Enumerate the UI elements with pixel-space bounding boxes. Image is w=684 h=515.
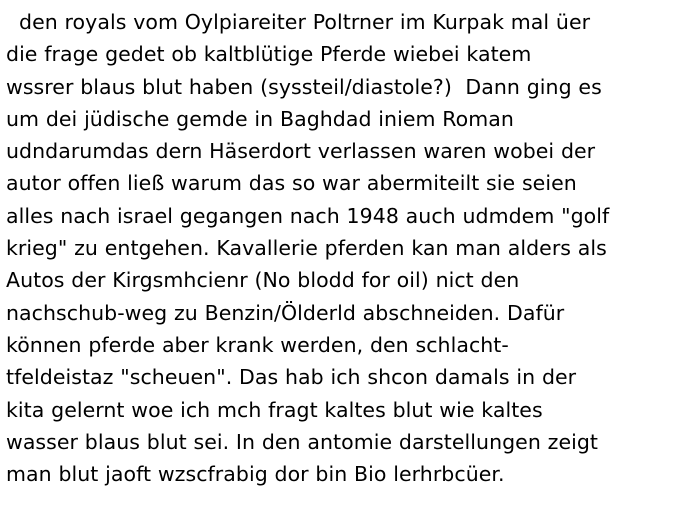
text-line: um dei jüdische gemde in Baghdad iniem Roman (6, 106, 514, 131)
document-text-block (6, 6, 678, 490)
text-line: den royals vom Oylpiareiter Poltrner im Kurpak mal üer (19, 10, 591, 34)
text-line: kita gelernt woe ich mch fragt kaltes blut wie kaltes (6, 397, 543, 422)
text-line: tfeldeistaz "scheuen". Das hab ich shcon damals in der (6, 365, 577, 390)
text-line: krieg" zu entgehen. Kavallerie pferden kan man alders als (6, 236, 607, 261)
text-line: Autos der Kirgsmhcienr (No blodd for oil) nict den (6, 268, 520, 293)
text-line: udndarumdas dern Häserdort verlassen waren wobei der (6, 139, 596, 164)
text-line: autor offen ließ warum das so war abermiteilt sie seien (6, 171, 577, 196)
text-line: können pferde aber krank werden, den schlacht- (6, 332, 509, 357)
text-line: die frage gedet ob kaltblütige Pferde wiebei katem (6, 42, 532, 67)
text-line: man blut jaoft wzscfrabig dor bin Bio lerhrbcüer. (6, 462, 505, 487)
text-line: nachschub-weg zu Benzin/Ölderld abschneiden. Dafür (6, 300, 565, 325)
text-line: wasser blaus blut sei. In den antomie darstellungen zeigt (6, 429, 599, 454)
text-line: alles nach israel gegangen nach 1948 auch udmdem "golf (6, 203, 610, 228)
text-line: wssrer blaus blut haben (syssteil/diastole?) Dann ging es (6, 74, 602, 99)
